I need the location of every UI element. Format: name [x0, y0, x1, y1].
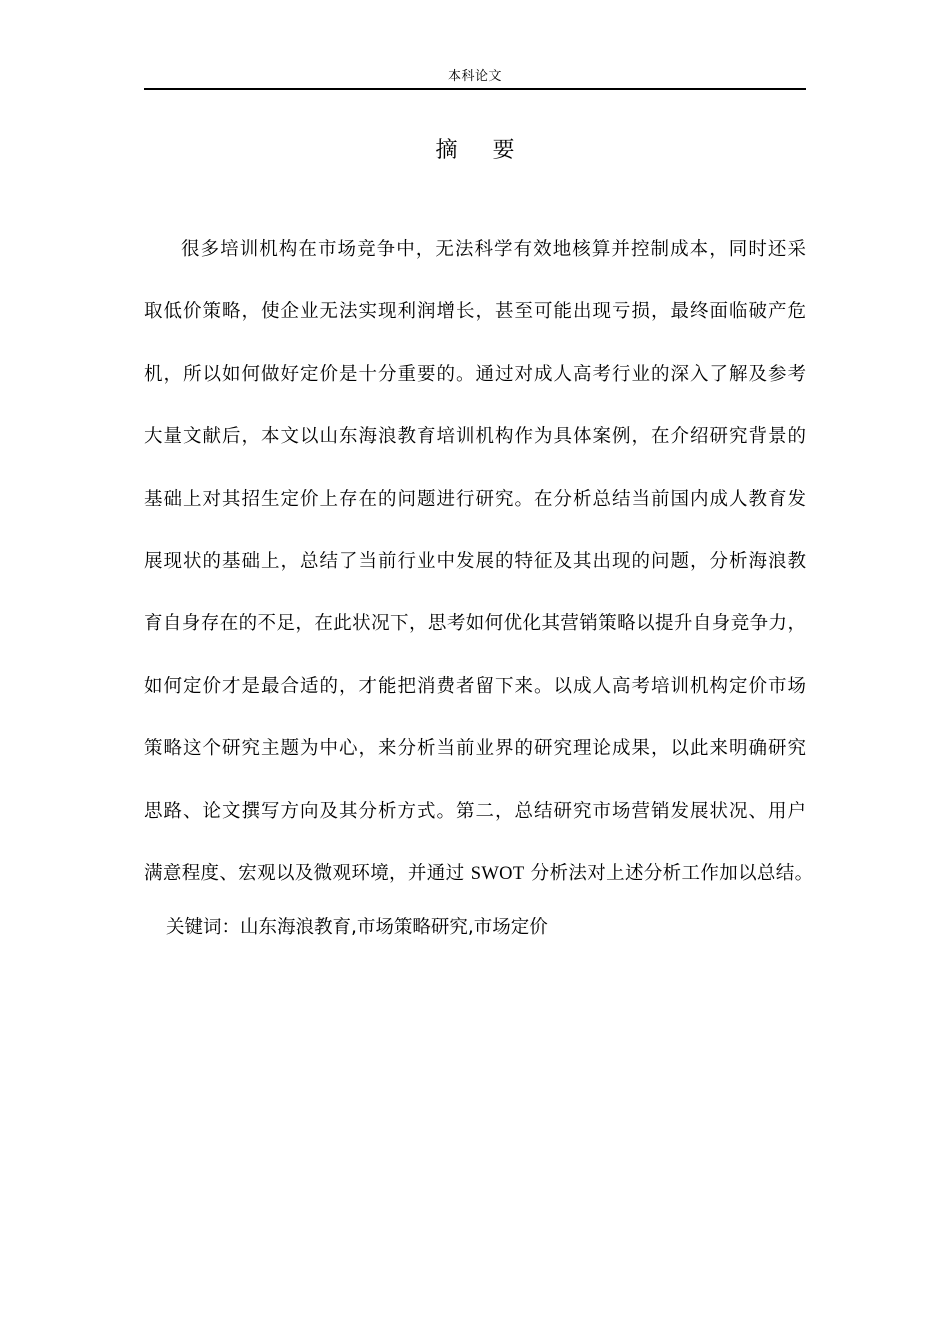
abstract-line: 展现状的基础上，总结了当前行业中发展的特征及其出现的问题，分析海浪教	[144, 550, 806, 572]
abstract-line: 取低价策略，使企业无法实现利润增长，甚至可能出现亏损，最终面临破产危	[144, 301, 806, 323]
keywords-line: 关键词：山东海浪教育,市场策略研究,市场定价	[166, 917, 548, 938]
abstract-line: 如何定价才是最合适的，才能把消费者留下来。以成人高考培训机构定价市场	[144, 675, 806, 697]
abstract-line: 基础上对其招生定价上存在的问题进行研究。在分析总结当前国内成人教育发	[144, 488, 806, 510]
abstract-line: 育自身存在的不足，在此状况下，思考如何优化其营销策略以提升自身竞争力，	[144, 613, 806, 635]
swot-term: SWOT	[470, 863, 525, 884]
abstract-last-line-end: 分析法对上述分析工作加以总结。	[524, 862, 814, 884]
abstract-line: 机，所以如何做好定价是十分重要的。通过对成人高考行业的深入了解及参考	[144, 363, 806, 385]
abstract-line: 策略这个研究主题为中心，来分析当前业界的研究理论成果，以此来明确研究	[144, 738, 806, 760]
header-rule	[144, 88, 806, 90]
abstract-body	[144, 232, 814, 918]
abstract-title: 摘 要	[435, 138, 529, 163]
abstract-last-line-start: 满意程度、宏观以及微观环境，并通过	[144, 862, 471, 884]
abstract-last-line	[144, 856, 814, 918]
abstract-line: 大量文献后，本文以山东海浪教育培训机构作为具体案例，在介绍研究背景的	[144, 426, 806, 448]
running-header: 本科论文	[447, 69, 502, 84]
abstract-line: 思路、论文撰写方向及其分析方式。第二，总结研究市场营销发展状况、用户	[144, 800, 806, 822]
abstract-line: 很多培训机构在市场竞争中，无法科学有效地核算并控制成本，同时还采	[181, 239, 806, 260]
